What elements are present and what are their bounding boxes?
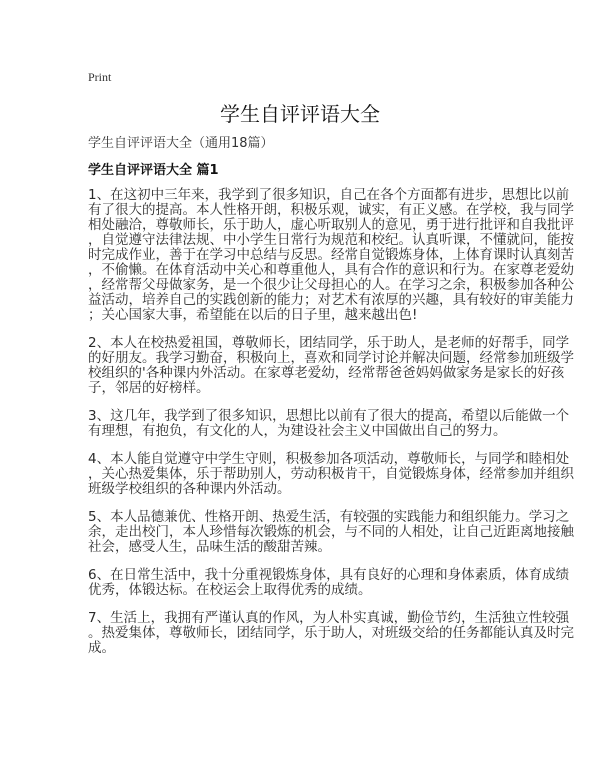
paragraph: [88, 451, 574, 497]
document-subtitle: 学生自评评语大全（通用18篇）: [88, 136, 274, 151]
paragraph-line: ；关心国家大事，希望能在以后的日子里，越来越出色!: [88, 307, 418, 323]
paragraph-line: 。热爱集体，尊敬师长，团结同学，乐于助人，对班级交给的任务都能认真及时完: [88, 625, 574, 641]
paragraph-line: ，自觉遵守法律法规、中小学生日常行为规范和校纪。认真听课，不懂就问，能按: [88, 232, 574, 248]
section-heading: 学生自评评语大全 篇1: [88, 163, 219, 178]
paragraph-line: ，关心热爱集体，乐于帮助别人，劳动积极肯干，自觉锻炼身体，经常参加并组织: [88, 466, 574, 482]
paragraph-line: 的好朋友。我学习勤奋，积极向上，喜欢和同学讨论并解决问题，经常参加班级学: [88, 350, 574, 366]
paragraph-line: 益活动，培养自己的实践创新的能力；对艺术有浓厚的兴趣，具有较好的审美能力: [88, 292, 574, 308]
print-link[interactable]: Print: [88, 70, 112, 84]
paragraph-line: 5、本人品德兼优、性格开朗、热爱生活，有较强的实践能力和组织能力。学习之: [88, 509, 570, 525]
paragraph-line: ，经常帮父母做家务，是一个很少让父母担心的人。在学习之余，积极参加各种公: [88, 277, 574, 293]
paragraph: [88, 408, 570, 439]
paragraph-line: 4、本人能自觉遵守中学生守则，积极参加各项活动，尊敬师长，与同学和睦相处: [88, 451, 570, 467]
paragraph-line: 有理想，有抱负，有文化的人，为建设社会主义中国做出自己的努力。: [88, 423, 507, 439]
paragraph: [88, 567, 570, 598]
paragraph-line: 余，走出校门，本人珍惜每次锻炼的机会，与不同的人相处，让自己近距离地接触: [88, 524, 574, 540]
paragraph-line: 1、在这初中三年来，我学到了很多知识，自己在各个方面都有进步，思想比以前: [88, 187, 570, 203]
paragraph-line: 子，邻居的好榜样。: [88, 380, 210, 396]
page-title: 学生自评评语大全: [220, 102, 380, 126]
paragraph-line: 优秀，体锻达标。在校运会上取得优秀的成绩。: [88, 582, 372, 598]
paragraph-line: 7、生活上，我拥有严谨认真的作风，为人朴实真诚，勤俭节约，生活独立性较强: [88, 610, 570, 626]
paragraph-line: 社会，感受人生，品味生活的酸甜苦辣。: [88, 539, 331, 555]
paragraph-line: 时完成作业，善于在学习中总结与反思。经常自觉锻炼身体，上体育课时认真刻苦: [88, 247, 574, 263]
paragraph-line: 2、本人在校热爱祖国，尊敬师长，团结同学，乐于助人，是老师的好帮手，同学: [88, 335, 570, 351]
paragraph-line: 校组织的'各种课内外活动。在家尊老爱幼，经常帮爸爸妈妈做家务是家长的好孩: [88, 365, 565, 381]
paragraph-line: 6、在日常生活中，我十分重视锻炼身体，具有良好的心理和身体素质，体育成绩: [88, 567, 570, 583]
paragraph-line: ，不偷懒。在体育活动中关心和尊重他人，具有合作的意识和行为。在家尊老爱幼: [88, 262, 574, 278]
paragraph: [88, 335, 574, 396]
paragraph-line: 成。: [88, 640, 115, 656]
paragraph: [88, 509, 574, 555]
paragraph: [88, 187, 574, 323]
paragraph-line: 3、这几年，我学到了很多知识，思想比以前有了很大的提高，希望以后能做一个: [88, 408, 570, 424]
document-body: [88, 187, 574, 669]
paragraph-line: 班级学校组织的各种课内外活动。: [88, 481, 291, 497]
paragraph-line: 相处融洽，尊敬师长，乐于助人，虚心听取别人的意见，勇于进行批评和自我批评: [88, 217, 574, 233]
paragraph: [88, 610, 574, 656]
paragraph-line: 有了很大的提高。本人性格开朗，积极乐观，诚实，有正义感。在学校，我与同学: [88, 202, 574, 218]
